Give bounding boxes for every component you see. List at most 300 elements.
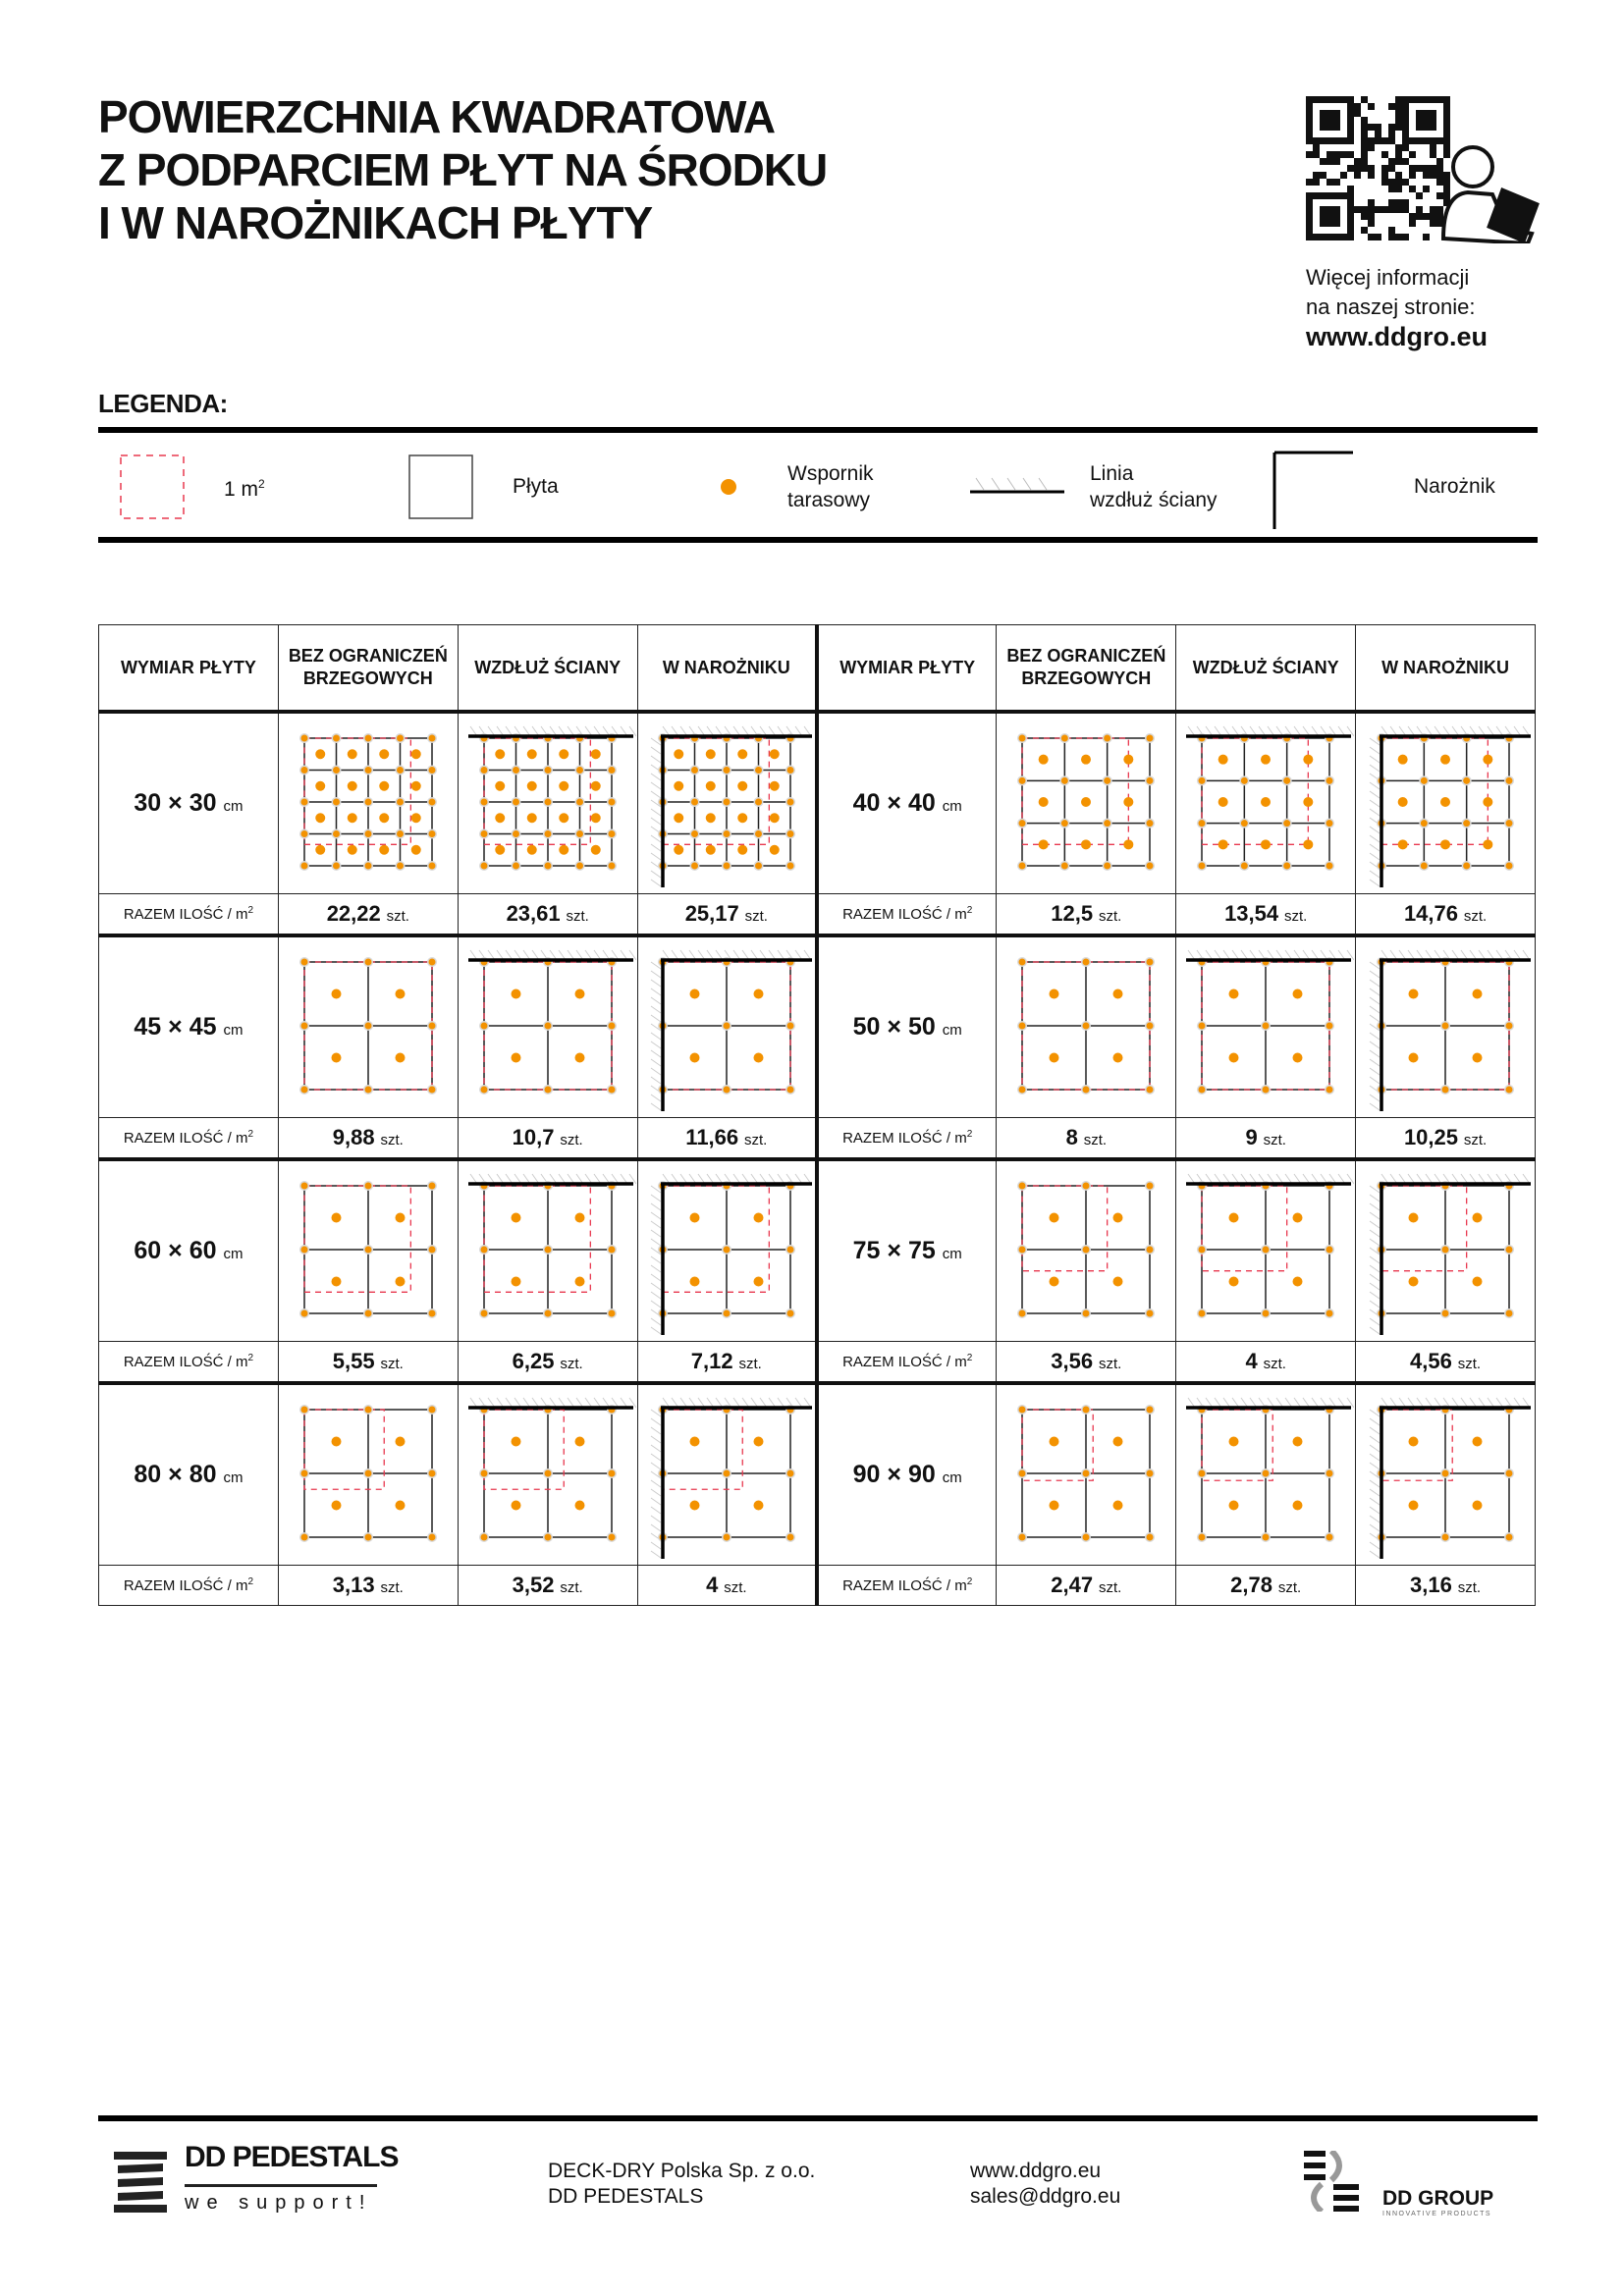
support (315, 813, 325, 823)
support-count: 23,61 szt. (458, 894, 637, 936)
website-link[interactable]: www.ddgro.eu (970, 2160, 1102, 2182)
layout-diagram-wall (458, 935, 637, 1118)
hatch (651, 1256, 661, 1263)
support (397, 830, 404, 837)
hatch (651, 1418, 661, 1425)
hatch (651, 791, 661, 798)
hatch (651, 1327, 661, 1334)
support-count: 22,22 szt. (278, 894, 458, 936)
support (364, 1087, 371, 1094)
hatch (1370, 827, 1380, 833)
support (1081, 839, 1091, 849)
qr-module (1361, 227, 1368, 234)
hatch (651, 844, 661, 851)
slogan: we support! (185, 2192, 373, 2214)
support (411, 845, 421, 855)
summary-row (99, 1566, 1536, 1606)
qr-module (1395, 199, 1402, 206)
qr-module (1361, 158, 1368, 165)
support-layout-icon (1177, 937, 1354, 1112)
support (590, 749, 600, 759)
support (608, 1023, 615, 1030)
hatch (1370, 1489, 1380, 1496)
support (1019, 959, 1026, 966)
qr-module (1333, 151, 1340, 158)
support (608, 1247, 615, 1254)
support (1473, 1437, 1483, 1447)
qr-module (1354, 165, 1361, 172)
support (723, 1023, 730, 1030)
support-layout-icon (460, 937, 636, 1112)
plate-icon (408, 454, 473, 519)
layout-diagram-free (278, 1383, 458, 1566)
qr-module (1361, 144, 1368, 151)
support (1442, 1247, 1449, 1254)
support-count: 3,52 szt. (458, 1566, 637, 1606)
qr-module (1368, 206, 1375, 213)
support (1261, 755, 1271, 765)
hatch (1370, 809, 1380, 816)
m2-box-icon (120, 454, 185, 519)
layout-diagram-corner (1356, 1159, 1536, 1342)
support-count: 8 szt. (997, 1118, 1176, 1160)
support (1104, 863, 1110, 870)
m2-box (1381, 1186, 1467, 1271)
support-layout-icon (638, 1161, 815, 1336)
website-link[interactable]: www.ddgro.eu (1306, 322, 1488, 351)
support (608, 863, 615, 870)
hatch (651, 1006, 661, 1013)
support (559, 749, 568, 759)
hatch (1370, 1212, 1380, 1219)
support (1442, 1534, 1449, 1541)
support (348, 749, 357, 759)
hatch (651, 1274, 661, 1281)
support (1050, 1437, 1059, 1447)
qr-module (1443, 192, 1450, 199)
support-layout-icon (1177, 1385, 1354, 1560)
hatch (651, 809, 661, 816)
support (786, 1087, 793, 1094)
support (300, 1247, 307, 1254)
support (1229, 1213, 1239, 1223)
qr-module (1395, 234, 1402, 240)
support-layout-icon (1357, 1161, 1534, 1336)
support (723, 1534, 730, 1541)
qr-module (1395, 158, 1402, 165)
qr-module (1361, 206, 1368, 213)
support (786, 1310, 793, 1317)
support (1326, 1087, 1333, 1094)
qr-finder (1416, 110, 1436, 131)
support (689, 1437, 699, 1447)
support (737, 845, 747, 855)
support (315, 749, 325, 759)
support (1083, 1310, 1090, 1317)
hatch (1370, 971, 1380, 978)
support (511, 1501, 520, 1511)
hatch (1370, 1480, 1380, 1487)
support (364, 1470, 371, 1477)
support-count: 3,13 szt. (278, 1566, 458, 1606)
support (1229, 989, 1239, 999)
col-header: W NAROŻNIKU (637, 625, 817, 713)
support (1463, 820, 1470, 827)
qr-module (1361, 96, 1368, 103)
support (331, 1277, 341, 1287)
support (1199, 1247, 1206, 1254)
support-layout-icon (998, 1385, 1174, 1560)
support (428, 863, 435, 870)
m2-box (1022, 1186, 1108, 1271)
support (1199, 1023, 1206, 1030)
support (300, 863, 307, 870)
layout-diagram-corner (1356, 935, 1536, 1118)
qr-code-icon[interactable] (1306, 96, 1542, 243)
support (480, 830, 487, 837)
support-count: 4 szt. (637, 1566, 817, 1606)
qr-module (1381, 151, 1388, 158)
support (689, 1277, 699, 1287)
m2-box (1202, 1186, 1287, 1271)
qr-module (1409, 165, 1416, 172)
support (1019, 1470, 1026, 1477)
summary-row (99, 1342, 1536, 1384)
support (691, 830, 698, 837)
plate-size: 45 × 45 cm (99, 935, 279, 1118)
sum-label: RAZEM ILOŚĆ / $m^2$ (99, 1566, 279, 1606)
support (1019, 1023, 1026, 1030)
support (608, 830, 615, 837)
support (753, 1277, 763, 1287)
email-link[interactable]: sales@ddgro.eu (970, 2185, 1121, 2208)
hatch (1370, 997, 1380, 1004)
support-count: 13,54 szt. (1176, 894, 1356, 936)
support (300, 1087, 307, 1094)
hatch (651, 1077, 661, 1084)
hatch (1370, 1498, 1380, 1505)
qr-module (1361, 137, 1368, 144)
qr-module (1395, 186, 1402, 192)
hatch (651, 1283, 661, 1290)
support-layout-icon (638, 937, 815, 1112)
support (786, 1023, 793, 1030)
support (364, 1310, 371, 1317)
support (574, 1437, 584, 1447)
m2-box (484, 1410, 564, 1489)
support (755, 799, 762, 806)
sum-label: RAZEM ILOŚĆ / $m^2$ (99, 1342, 279, 1384)
hatch (651, 818, 661, 825)
hatch (651, 756, 661, 763)
hatch (1370, 1516, 1380, 1522)
qr-module (1340, 172, 1347, 179)
hatch (1370, 791, 1380, 798)
support (300, 767, 307, 774)
qr-module (1375, 234, 1381, 240)
hatch (1370, 1274, 1380, 1281)
hatch (651, 1436, 661, 1443)
support (428, 1470, 435, 1477)
support (397, 767, 404, 774)
support (1229, 1437, 1239, 1447)
support-layout-icon (1177, 714, 1354, 888)
support-count: 3,16 szt. (1356, 1566, 1536, 1606)
support (428, 1183, 435, 1190)
m2-box (1381, 1410, 1452, 1480)
layout-diagram-corner (637, 1383, 817, 1566)
support (1263, 1023, 1270, 1030)
qr-module (1388, 103, 1395, 110)
support (1019, 1407, 1026, 1414)
support (1199, 863, 1206, 870)
corner-icon (1267, 443, 1355, 531)
qr-module (1402, 144, 1409, 151)
support (364, 1247, 371, 1254)
support (1147, 1310, 1154, 1317)
plate-size: 30 × 30 cm (99, 712, 279, 894)
support (1113, 1437, 1123, 1447)
support (1019, 1247, 1026, 1254)
qr-finder (1320, 110, 1340, 131)
legend-title: LEGENDA: (98, 389, 228, 418)
qr-module (1388, 234, 1395, 240)
layout-diagram-wall (1176, 1383, 1356, 1566)
support (559, 781, 568, 791)
qr-module (1430, 144, 1436, 151)
more-info: Więcej informacji na naszej stronie: www.ddgro.eu (1306, 265, 1488, 351)
qr-module (1395, 110, 1402, 117)
support (574, 1277, 584, 1287)
support (1263, 1470, 1270, 1477)
hatch (651, 1318, 661, 1325)
support (1147, 820, 1154, 827)
support (674, 813, 683, 823)
support (1473, 1213, 1483, 1223)
support (1039, 839, 1049, 849)
support (1326, 1534, 1333, 1541)
hatch (1370, 1256, 1380, 1263)
support (1241, 820, 1248, 827)
support (1442, 1023, 1449, 1030)
support (559, 845, 568, 855)
support (1241, 863, 1248, 870)
support (395, 1501, 405, 1511)
support (1261, 839, 1271, 849)
qr-module (1347, 165, 1354, 172)
support (331, 1501, 341, 1511)
support (1326, 1310, 1333, 1317)
hatch (651, 1239, 661, 1246)
support (1293, 1437, 1303, 1447)
support (1506, 777, 1513, 784)
support (753, 1213, 763, 1223)
qr-module (1436, 165, 1443, 172)
support (753, 989, 763, 999)
qr-module (1416, 206, 1423, 213)
support (495, 749, 505, 759)
qr-module (1368, 199, 1375, 206)
hatch (1370, 1445, 1380, 1452)
support (608, 1534, 615, 1541)
hatch (1370, 853, 1380, 860)
support (1483, 797, 1492, 807)
support (576, 799, 583, 806)
support (1304, 797, 1314, 807)
support (300, 1407, 307, 1414)
support (428, 799, 435, 806)
support (1409, 989, 1419, 999)
support (574, 1053, 584, 1063)
support (526, 845, 536, 855)
support (608, 799, 615, 806)
support-layout-icon (638, 1385, 815, 1560)
support (576, 767, 583, 774)
support (480, 1247, 487, 1254)
page-title: POWIERZCHNIA KWADRATOWA Z PODPARCIEM PŁYT NA ŚRODKU I W NAROŻNIKACH PŁYTY (98, 91, 828, 248)
support (1263, 1087, 1270, 1094)
group-tagline: INNOVATIVE PRODUCTS (1382, 2211, 1492, 2217)
qr-module (1388, 199, 1395, 206)
support (1283, 863, 1290, 870)
layout-diagram-wall (458, 1159, 637, 1342)
support (544, 1087, 551, 1094)
support (576, 830, 583, 837)
support-layout-icon (998, 1161, 1174, 1336)
support (428, 1310, 435, 1317)
support (480, 863, 487, 870)
support (1326, 1470, 1333, 1477)
qr-module (1340, 151, 1347, 158)
hatch (651, 1059, 661, 1066)
qr-module (1368, 124, 1375, 131)
support (300, 1183, 307, 1190)
hatch (651, 997, 661, 1004)
support (364, 735, 371, 742)
support (1083, 1023, 1090, 1030)
support (689, 1053, 699, 1063)
support (723, 1470, 730, 1477)
support (1124, 755, 1134, 765)
hatch (651, 1516, 661, 1522)
support-layout-icon (280, 937, 457, 1112)
hatch (651, 1230, 661, 1237)
support (1398, 797, 1408, 807)
support (480, 1310, 487, 1317)
qr-module (1409, 213, 1416, 220)
support (755, 863, 762, 870)
qr-module (1402, 199, 1409, 206)
hatch (1370, 1006, 1380, 1013)
support (1083, 1087, 1090, 1094)
hatch (1370, 765, 1380, 772)
support (544, 1310, 551, 1317)
hatch (651, 1524, 661, 1531)
support (411, 749, 421, 759)
support (706, 749, 716, 759)
support (737, 749, 747, 759)
qr-module (1354, 103, 1361, 110)
support (480, 1087, 487, 1094)
support (315, 845, 325, 855)
qr-module (1430, 172, 1436, 179)
qr-module (1313, 172, 1320, 179)
support (1083, 959, 1090, 966)
support (526, 749, 536, 759)
hatch (651, 880, 661, 886)
support (331, 1437, 341, 1447)
support (691, 863, 698, 870)
support (1019, 863, 1026, 870)
qr-module (1436, 158, 1443, 165)
support (331, 989, 341, 999)
support (333, 735, 340, 742)
support (1061, 820, 1068, 827)
qr-module (1436, 172, 1443, 179)
hatch (651, 1445, 661, 1452)
support (480, 799, 487, 806)
layout-diagram-wall (1176, 1159, 1356, 1342)
support-count: 25,17 szt. (637, 894, 817, 936)
qr-module (1381, 179, 1388, 186)
support (786, 1534, 793, 1541)
support-layout-icon (460, 1385, 636, 1560)
support (723, 1247, 730, 1254)
layout-diagram-corner (637, 712, 817, 894)
qr-module (1409, 151, 1416, 158)
support (1304, 755, 1314, 765)
qr-module (1409, 172, 1416, 179)
support (770, 813, 780, 823)
group-name: DD GROUP (1382, 2187, 1494, 2210)
support (411, 781, 421, 791)
support-count: 10,25 szt. (1356, 1118, 1536, 1160)
support-layout-icon (998, 937, 1174, 1112)
legend-wall: Linia wzdłuż ściany (970, 433, 1218, 540)
qr-module (1416, 192, 1423, 199)
support (544, 799, 551, 806)
support (706, 781, 716, 791)
m2-box (304, 1410, 384, 1489)
layout-diagram-free (278, 712, 458, 894)
qr-module (1313, 179, 1320, 186)
support (1083, 1247, 1090, 1254)
hatch (1370, 1239, 1380, 1246)
qr-module (1388, 227, 1395, 234)
support (1147, 1534, 1154, 1541)
support (723, 1087, 730, 1094)
footer (98, 2115, 1538, 2217)
plate-size: 75 × 75 cm (817, 1159, 997, 1342)
qr-module (1320, 172, 1326, 179)
support (1104, 820, 1110, 827)
support (1104, 735, 1110, 742)
support (428, 959, 435, 966)
support (1409, 1277, 1419, 1287)
support (723, 767, 730, 774)
hatch (1370, 1454, 1380, 1461)
support (1263, 1247, 1270, 1254)
col-header: WZDŁUŻ ŚCIANY (1176, 625, 1356, 713)
support (1147, 1407, 1154, 1414)
legend-plate: Płyta (408, 433, 559, 540)
plate-size: 80 × 80 cm (99, 1383, 279, 1566)
qr-module (1423, 213, 1430, 220)
qr-module (1395, 144, 1402, 151)
support (1083, 1534, 1090, 1541)
hatch (651, 980, 661, 987)
legend-corner: Narożnik (1267, 433, 1495, 540)
